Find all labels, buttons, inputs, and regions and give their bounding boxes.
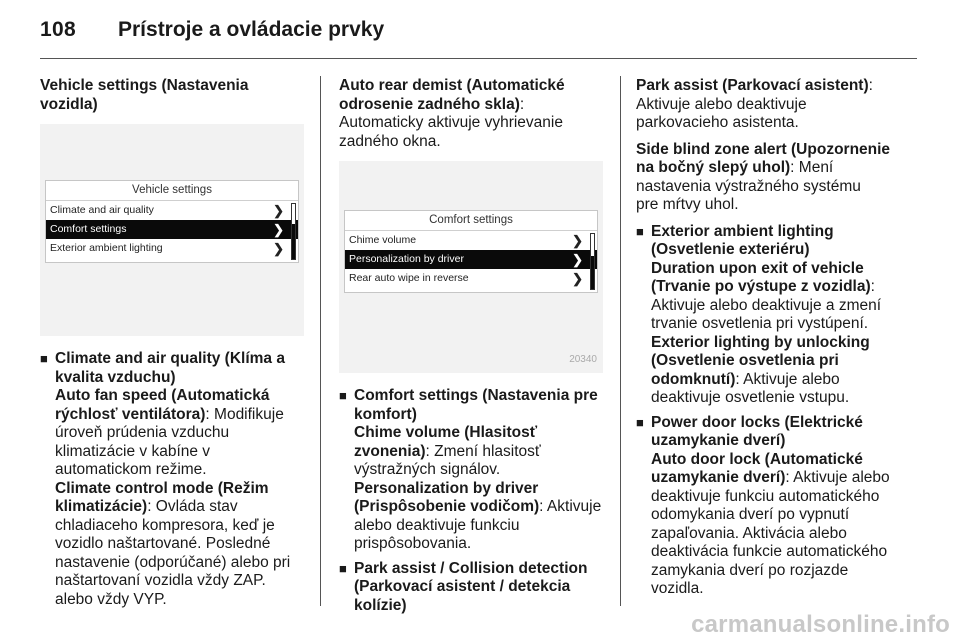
entry-title: Duration upon exit of vehicle <box>651 259 864 277</box>
entry-text: alebo vždy VYP. <box>55 590 167 608</box>
entry-text: parkovacieho asistenta. <box>636 114 799 131</box>
scrollbar-thumb <box>591 256 594 289</box>
entry-text: Aktivuje alebo deaktivuje <box>636 95 807 113</box>
screen-title: Vehicle settings <box>46 181 298 201</box>
entry-text: Automaticky aktivuje vyhrievanie <box>339 114 563 131</box>
entry-text: : Aktivuje <box>539 498 602 515</box>
entry-text: vozidlo naštartované. Posledné <box>55 535 271 552</box>
bullet-heading-line: Power door locks (Elektrické <box>651 413 863 431</box>
bullet-heading-line: komfort) <box>354 405 417 423</box>
entry-title: Auto door lock (Automatické <box>651 450 863 468</box>
entry-title: (Osvetlenie osvetlenia pri <box>651 352 839 369</box>
bullet-comfort-settings <box>339 387 607 554</box>
entry-text: automatickom režime. <box>55 461 207 478</box>
entry-text: zadného okna. <box>339 132 441 150</box>
entry-text: odomykania dverí po vypnutí <box>651 506 850 523</box>
menu-item-personalization-selected <box>345 250 597 269</box>
column-3 <box>636 77 920 599</box>
menu-item-exterior-lighting <box>46 239 298 258</box>
entry-title: Chime volume (Hlasitosť <box>354 424 538 441</box>
entry-text: : <box>868 77 873 94</box>
chevron-right-icon: ❯ <box>273 222 284 237</box>
vehicle-settings-figure <box>40 124 304 336</box>
section-title: Vehicle settings (Nastavenia vozidla) <box>40 77 249 113</box>
figure-number: 20340 <box>569 353 597 365</box>
column-divider-2 <box>620 76 621 606</box>
entry-text: alebo deaktivuje funkciu <box>354 516 520 534</box>
column-1 <box>40 77 308 609</box>
bullet-park-assist <box>339 560 607 616</box>
entry-auto-rear-demist <box>339 77 607 151</box>
chevron-right-icon: ❯ <box>572 233 583 248</box>
bullet-heading-line: (Parkovací asistent / detekcia <box>354 578 571 595</box>
bullet-square-icon: ■ <box>40 351 48 366</box>
entry-text: trvanie osvetlenia pri vystúpení. <box>651 315 869 332</box>
entry-text: deaktivuje osvetlenie vstupu. <box>651 389 850 406</box>
menu-item-label: Rear auto wipe in reverse <box>349 272 469 284</box>
menu-item-climate <box>46 201 298 220</box>
entry-text: nastavenia výstražného systému <box>636 177 861 195</box>
entry-exterior-lighting-unlocking <box>651 334 920 408</box>
entry-title: Exterior lighting by unlocking <box>651 333 870 351</box>
entry-text: chladiaceho kompresora, keď je <box>55 516 275 534</box>
page-title: Prístroje a ovládacie prvky <box>118 18 385 41</box>
entry-title: (Prispôsobenie vodičom) <box>354 498 540 515</box>
bullet-heading-line: (Osvetlenie exteriéru) <box>651 241 810 258</box>
entry-text: : <box>519 95 525 113</box>
entry-text: prispôsobovania. <box>354 535 472 552</box>
entry-title: Park assist (Parkovací asistent) <box>636 77 869 94</box>
menu-item-label: Climate and air quality <box>50 204 154 216</box>
entry-text: naštartovaní vozidla vždy ZAP. <box>55 572 266 589</box>
entry-text: zamykania dverí po rozjazde <box>651 561 849 579</box>
bullet-square-icon: ■ <box>636 223 644 239</box>
bullet-square-icon: ■ <box>339 560 347 576</box>
entry-title: Personalization by driver <box>354 479 539 497</box>
entry-title: odomknutí) <box>651 370 736 388</box>
menu-item-label: Personalization by driver <box>349 253 464 265</box>
menu-item-label: Chime volume <box>349 234 417 246</box>
watermark: carmanualsonline.info <box>691 611 950 638</box>
entry-side-blind-zone <box>636 141 920 215</box>
chevron-right-icon: ❯ <box>572 271 583 286</box>
scrollbar-thumb <box>292 224 295 259</box>
menu-item-label: Exterior ambient lighting <box>50 242 163 254</box>
entry-text: výstražných signálov. <box>354 461 501 478</box>
entry-text: pre mŕtvy uhol. <box>636 196 739 213</box>
entry-title: odrosenie zadného skla) <box>339 95 520 113</box>
entry-text: : Ovláda stav <box>147 498 238 515</box>
entry-climate-control-mode <box>55 480 308 610</box>
menu-item-chime-volume <box>345 231 597 250</box>
chevron-right-icon: ❯ <box>273 241 284 256</box>
chevron-right-icon: ❯ <box>572 252 583 267</box>
scrollbar-track <box>590 233 595 290</box>
entry-text: deaktivuje funkciu automatického <box>651 487 880 505</box>
entry-title: uzamykanie dverí) <box>651 469 786 486</box>
entry-title: Side blind zone alert (Upozornenie <box>636 140 891 158</box>
entry-text: Aktivuje alebo deaktivuje a zmení <box>651 296 882 314</box>
entry-chime-volume <box>354 424 607 480</box>
entry-park-assist <box>636 77 920 133</box>
entry-title: Climate control mode (Režim <box>55 479 269 497</box>
bullet-exterior-ambient-lighting <box>636 223 920 408</box>
entry-text: úroveň prúdenia vzduchu <box>55 424 230 441</box>
bullet-heading-line: Comfort settings (Nastavenia pre <box>354 387 598 404</box>
entry-auto-fan-speed <box>55 387 308 480</box>
entry-text: zapaľovania. Aktivácia alebo <box>651 524 847 542</box>
column-2 <box>339 77 607 615</box>
bullet-heading-line: uzamykanie dverí) <box>651 432 786 449</box>
bullet-heading-line: Park assist / Collision detection <box>354 559 588 577</box>
entry-text: : Aktivuje alebo <box>785 469 890 486</box>
entry-text: : Modifikuje <box>205 405 284 423</box>
menu-item-rear-auto-wipe <box>345 269 597 288</box>
bullet-heading-line: kvalita vzduchu) <box>55 368 176 386</box>
column-divider-1 <box>320 76 321 606</box>
entry-text: klimatizácie v kabíne v <box>55 442 211 460</box>
entry-title: klimatizácie) <box>55 498 148 515</box>
entry-text: deaktivácia funkcie automatického <box>651 543 888 560</box>
entry-title: Auto fan speed (Automatická <box>55 387 270 404</box>
header-divider <box>40 58 917 59</box>
entry-title: (Trvanie po výstupe z vozidla) <box>651 278 871 295</box>
scrollbar-track <box>291 203 296 260</box>
entry-title: na bočný slepý uhol) <box>636 159 791 176</box>
comfort-settings-screen <box>344 210 598 293</box>
bullet-square-icon: ■ <box>339 388 347 403</box>
entry-text: : Aktivuje alebo <box>735 370 840 388</box>
page-number: 108 <box>40 18 76 41</box>
chevron-right-icon: ❯ <box>273 203 284 218</box>
bullet-climate <box>40 350 308 609</box>
entry-title: Auto rear demist (Automatické <box>339 77 565 94</box>
entry-title: zvonenia) <box>354 442 426 460</box>
entry-auto-door-lock <box>651 451 920 599</box>
entry-personalization <box>354 480 607 554</box>
entry-text: : Mení <box>790 159 834 176</box>
entry-text: : <box>870 278 875 295</box>
entry-text: : Zmení hlasitosť <box>425 442 541 460</box>
menu-item-comfort-selected <box>46 220 298 239</box>
bullet-heading-line: Exterior ambient lighting <box>651 222 834 240</box>
vehicle-settings-screen <box>45 180 299 263</box>
bullet-power-door-locks <box>636 414 920 599</box>
entry-duration-upon-exit <box>651 260 920 334</box>
entry-text: vozidla. <box>651 580 704 597</box>
screen-title: Comfort settings <box>345 211 597 231</box>
comfort-settings-figure <box>339 161 603 373</box>
entry-title: rýchlosť ventilátora) <box>55 405 206 423</box>
bullet-square-icon: ■ <box>636 414 644 430</box>
bullet-heading-line: kolízie) <box>354 596 407 614</box>
menu-item-label: Comfort settings <box>50 223 127 235</box>
entry-text: nastavenie (odporúčané) alebo pri <box>55 553 291 571</box>
bullet-heading-line: Climate and air quality (Klíma a <box>55 350 285 367</box>
